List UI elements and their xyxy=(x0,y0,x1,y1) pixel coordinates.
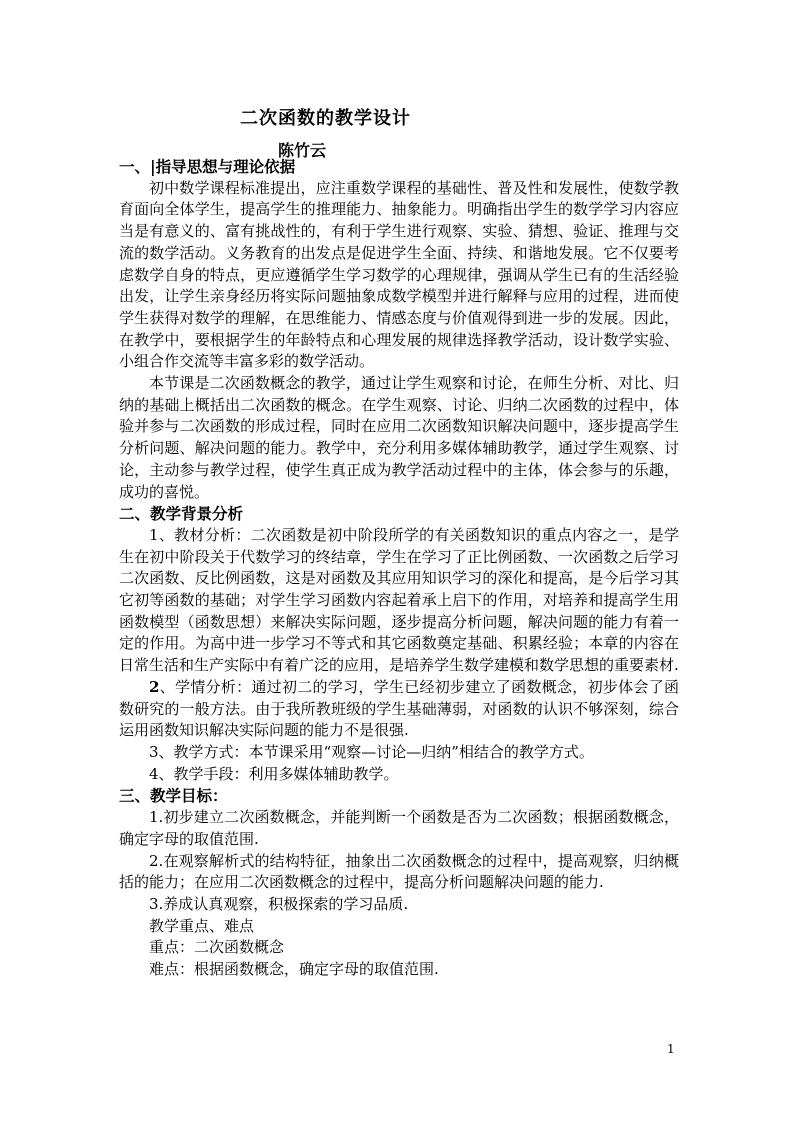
paragraph: 难点：根据函数概念，确定字母的取值范围. xyxy=(149,960,439,979)
paragraph-text: 、学情分析：通过初二的学习，学生已经初步建立了函数概念，初步体会了函数研究的一般方法。由于我所教班级的学生基础薄弱，对函数的认识不够深刻，综合运用函数知识解决实际问题的能力不是很强. xyxy=(119,677,679,740)
section-heading-1: 一、|指导思想与理论依据 xyxy=(119,157,296,176)
paragraph: 重点：二次函数概念 xyxy=(149,938,285,957)
paragraph: 1、教材分析：二次函数是初中阶段所学的有关函数知识的重点内容之一，是学生在初中阶段关于代数学习的终结章，学生在学习了正比例函数、一次函数之后学习二次函数、反比例函数，这是对函数及其应用知识学习的深化和提高，是今后学习其它初等函数的基础；对学生学习函数内容起着承上启下的作用，对培养和提高学生用函数模型（函数思想）来解决实际问题，逐步提高分析问题，解决问题的能力有着一定的作用。为高中进一步学习不等式和其它函数奠定基础、积累经验；本章的内容在日常生活和生产实际中有着广泛的应用，是培养学生数学建模和数学思想的重要素材. xyxy=(119,525,679,675)
document-body xyxy=(119,156,679,981)
paragraph: 3、教学方式：本节课采用“观察—讨论—归纳”相结合的教学方式。 xyxy=(149,742,594,761)
paragraph: 4、教学手段：利用多媒体辅助教学。 xyxy=(149,764,399,783)
paragraph: 本节课是二次函数概念的教学，通过让学生观察和讨论，在师生分析、对比、归纳的基础上概括出二次函数的概念。在学生观察、讨论、归纳二次函数的过程中，体验并参与二次函数的形成过程，同时在应用二次函数知识解决问题中，逐步提高学生分析问题、解决问题的能力。教学中，充分利用多媒体辅助教学，通过学生观察、讨论，主动参与教学过程，使学生真正成为教学活动过程中的主体，体会参与的乐趣，成功的喜悦。 xyxy=(119,374,679,501)
paragraph: 教学重点、难点 xyxy=(149,916,255,935)
document-author: 陈竹云 xyxy=(278,141,327,160)
paragraph: 3.养成认真观察，积极探索的学习品质. xyxy=(149,894,409,913)
page-number: 1 xyxy=(667,1042,675,1056)
document-title: 二次函数的教学设计 xyxy=(240,108,411,129)
section-heading-2: 二、教学背景分析 xyxy=(119,504,244,524)
paragraph xyxy=(119,677,679,742)
paragraph: 2.在观察解析式的结构特征，抽象出二次函数概念的过程中，提高观察，归纳概括的能力；在应用二次函数概念的过程中，提高分析问题解决问题的能力. xyxy=(119,851,679,892)
paragraph: 1.初步建立二次函数概念，并能判断一个函数是否为二次函数；根据函数概念，确定字母的取值范围. xyxy=(119,808,679,848)
item-number: 2 xyxy=(149,677,160,696)
paragraph: 初中数学课程标准提出，应注重数学课程的基础性、普及性和发展性，使数学教育面向全体学生，提高学生的推理能力、抽象能力。明确指出学生的数学学习内容应当是有意义的、富有挑战性的，有利于学生进行观察、实验、猜想、验证、推理与交流的数学活动。义务教育的出发点是促进学生全面、持续、和谐地发展。它不仅要考虑数学自身的特点，更应遵循学生学习数学的心理规律，强调从学生已有的生活经验出发，让学生亲身经历将实际问题抽象成数学模型并进行解释与应用的过程，进而使学生获得对数学的理解，在思维能力、情感态度与价值观得到进一步的发展。因此，在教学中，要根据学生的年龄特点和心理发展的规律选择教学活动，设计数学实验、小组合作交流等丰富多彩的数学活动。 xyxy=(119,178,679,371)
section-heading-3: 三、教学目标： xyxy=(119,786,228,806)
